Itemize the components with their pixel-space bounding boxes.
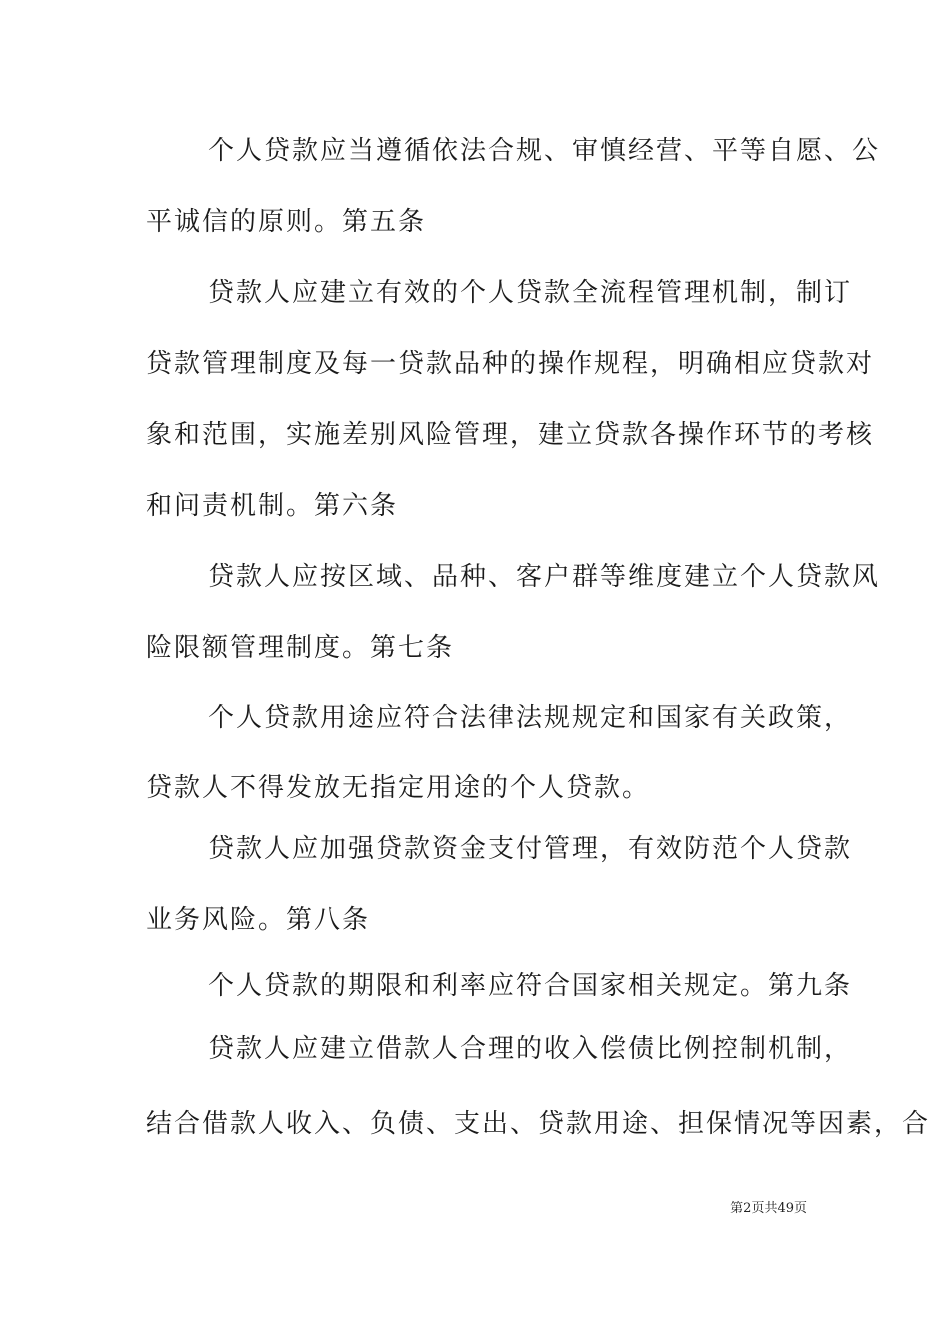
paragraph-line: 个人贷款应当遵循依法合规、审慎经营、平等自愿、公 (208, 136, 881, 166)
paragraph-line: 贷款人不得发放无指定用途的个人贷款。 (146, 773, 651, 803)
paragraph-line: 平诚信的原则。第五条 (146, 207, 427, 237)
paragraph-line: 贷款人应按区域、品种、客户群等维度建立个人贷款风 (208, 562, 881, 592)
paragraph-line: 贷款人应加强贷款资金支付管理，有效防范个人贷款 (208, 834, 853, 864)
paragraph-line: 贷款人应建立借款人合理的收入偿债比例控制机制， (208, 1034, 853, 1064)
paragraph-line: 和问责机制。第六条 (146, 491, 399, 521)
paragraph-line: 贷款人应建立有效的个人贷款全流程管理机制，制订 (208, 278, 853, 308)
paragraph-line: 个人贷款的期限和利率应符合国家相关规定。第九条 (208, 971, 853, 1001)
paragraph-line: 业务风险。第八条 (146, 905, 371, 935)
paragraph-line: 贷款管理制度及每一贷款品种的操作规程，明确相应贷款对 (146, 349, 875, 379)
paragraph-line: 象和范围，实施差别风险管理，建立贷款各操作环节的考核 (146, 420, 875, 450)
page-number: 第2页共49页 (730, 1201, 807, 1216)
paragraph-line: 结合借款人收入、负债、支出、贷款用途、担保情况等因素，合 (146, 1109, 931, 1139)
paragraph-line: 险限额管理制度。第七条 (146, 633, 455, 663)
paragraph-line: 个人贷款用途应符合法律法规规定和国家有关政策， (208, 703, 853, 733)
